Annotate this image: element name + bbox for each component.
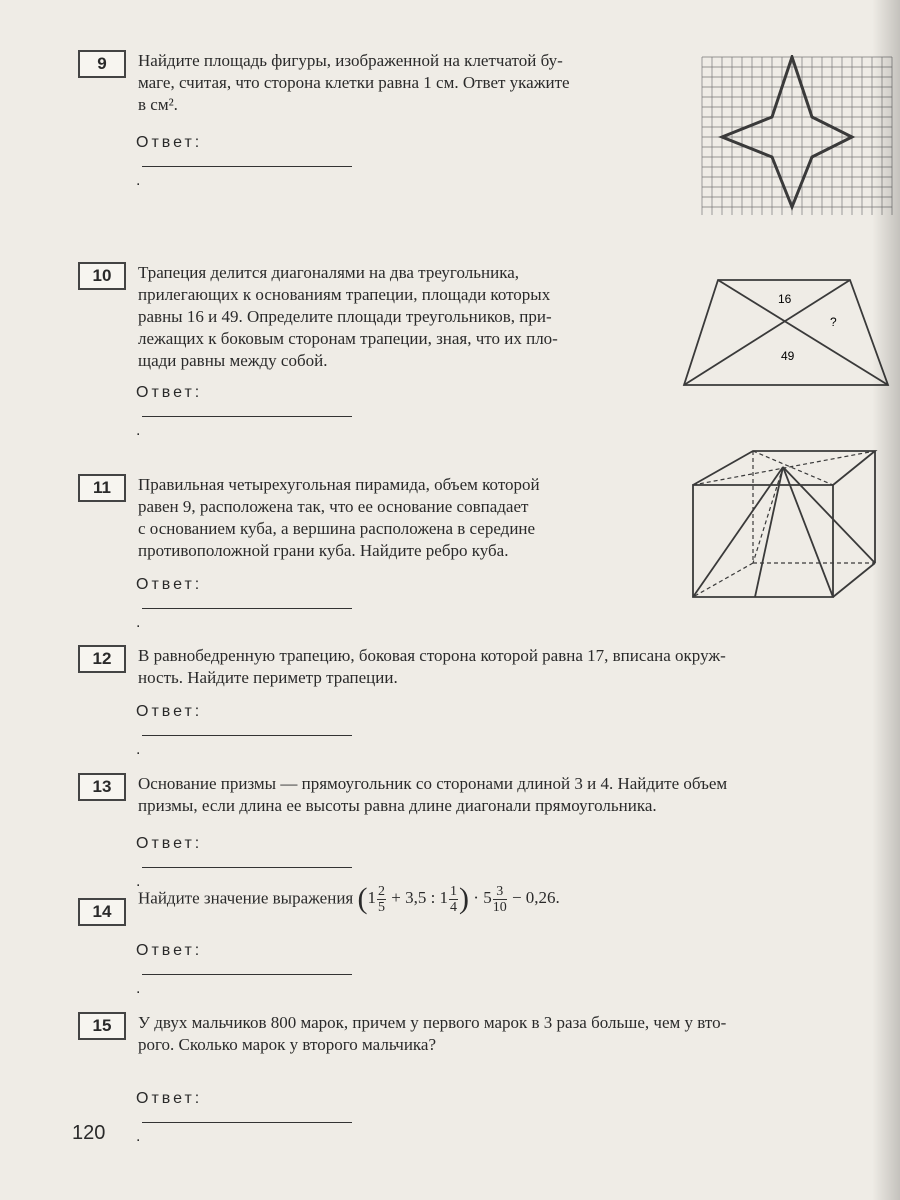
fraction: $\frac{3}{10}$ xyxy=(492,884,507,915)
cube-edge xyxy=(833,563,875,597)
text-line: равен 9, расположена так, что ее основание совпадает xyxy=(138,497,529,516)
text-line: в см². xyxy=(138,95,178,114)
text-line: щади равны между собой. xyxy=(138,351,328,370)
answer-label: Ответ: xyxy=(136,384,203,401)
text-line: Трапеция делится диагоналями на два треугольника, xyxy=(138,263,519,282)
answer-field[interactable] xyxy=(142,1108,352,1123)
diagonal xyxy=(718,280,888,385)
star-shape xyxy=(722,57,852,207)
answer-row xyxy=(136,384,358,440)
answer-period: . xyxy=(136,614,144,631)
text-line: В равнобедренную трапецию, боковая сторона которой равна 17, вписана окруж- xyxy=(138,646,726,665)
area-label-bottom: 49 xyxy=(781,349,795,363)
text-line: противоположной грани куба. Найдите ребро куба. xyxy=(138,541,509,560)
paren: ( xyxy=(357,882,368,916)
whole-part: 1 xyxy=(439,888,449,908)
answer-row xyxy=(136,576,358,632)
expr-tail: − 0,26. xyxy=(511,888,560,908)
fraction: $\frac{1}{4}$ xyxy=(450,884,458,915)
page-number: 120 xyxy=(72,1122,106,1144)
answer-field[interactable] xyxy=(142,402,352,417)
text-line: Правильная четырехугольная пирамида, объем которой xyxy=(138,475,540,494)
whole-part: 5 xyxy=(483,888,492,908)
task-number: 11 xyxy=(78,474,126,502)
answer-row xyxy=(136,1090,358,1146)
answer-label: Ответ: xyxy=(136,703,203,720)
cube-pyramid-figure xyxy=(685,445,885,605)
text-line: У двух мальчиков 800 марок, причем у первого марок в 3 раза больше, чем у вто- xyxy=(138,1013,727,1032)
answer-label: Ответ: xyxy=(136,1090,203,1107)
text-line: призмы, если длина ее высоты равна длине диагонали прямоугольника. xyxy=(138,796,657,815)
task-text xyxy=(138,474,650,562)
task-number: 15 xyxy=(78,1012,126,1040)
answer-field[interactable] xyxy=(142,960,352,975)
task-number: 9 xyxy=(78,50,126,78)
multiply-dot: · xyxy=(473,888,479,908)
pyramid-edge xyxy=(783,467,833,597)
task-text xyxy=(138,1012,890,1056)
answer-period: . xyxy=(136,422,144,439)
expr-middle: + 3,5 : xyxy=(391,888,440,908)
answer-period: . xyxy=(136,741,144,758)
task-text xyxy=(138,645,890,689)
task-number: 12 xyxy=(78,645,126,673)
text-line: рого. Сколько марок у второго мальчика? xyxy=(138,1035,437,1054)
answer-period: . xyxy=(136,980,144,997)
answer-field[interactable] xyxy=(142,853,352,868)
answer-field[interactable] xyxy=(142,721,352,736)
pyramid-edge xyxy=(783,467,875,563)
fraction: $\frac{2}{5}$ xyxy=(377,884,385,915)
task-number: 14 xyxy=(78,898,126,926)
text-line: маге, считая, что сторона клетки равна 1 см. Ответ укажите xyxy=(138,73,570,92)
diagonal xyxy=(684,280,850,385)
text-line: Основание призмы — прямоугольник со сторонами длиной 3 и 4. Найдите объем xyxy=(138,774,728,793)
text-line: прилегающих к основаниям трапеции, площади которых xyxy=(138,285,551,304)
star-grid-figure xyxy=(700,55,894,217)
task-text xyxy=(138,773,894,817)
text-line: ность. Найдите периметр трапеции. xyxy=(138,668,398,687)
text-line: лежащих к боковым сторонам трапеции, зная, что их пло- xyxy=(138,329,558,348)
answer-label: Ответ: xyxy=(136,942,203,959)
text-line: Найдите значение выражения xyxy=(138,888,354,908)
text-line: Найдите площадь фигуры, изображенной на клетчатой бу- xyxy=(138,51,563,70)
answer-row xyxy=(136,835,358,891)
task-number: 13 xyxy=(78,773,126,801)
paren: ) xyxy=(459,882,470,916)
area-label-unknown: ? xyxy=(830,315,837,329)
answer-label: Ответ: xyxy=(136,576,203,593)
answer-period: . xyxy=(136,873,144,890)
answer-field[interactable] xyxy=(142,152,352,167)
answer-row xyxy=(136,134,358,190)
answer-row xyxy=(136,942,358,998)
answer-label: Ответ: xyxy=(136,134,203,151)
trapezoid-figure xyxy=(680,275,894,390)
answer-field[interactable] xyxy=(142,594,352,609)
answer-period: . xyxy=(136,1128,144,1145)
whole-part: 1 xyxy=(367,888,376,908)
task-number: 10 xyxy=(78,262,126,290)
text-line: с основанием куба, а вершина расположена в середине xyxy=(138,519,536,538)
page-edge-shadow xyxy=(872,0,900,1200)
answer-label: Ответ: xyxy=(136,835,203,852)
math-expression xyxy=(357,882,560,916)
task-text xyxy=(138,262,658,372)
area-label-top: 16 xyxy=(778,292,792,306)
answer-period: . xyxy=(136,172,144,189)
task-text xyxy=(138,884,698,915)
answer-row xyxy=(136,703,358,759)
task-text xyxy=(138,50,678,116)
text-line: равны 16 и 49. Определите площади треугольников, при- xyxy=(138,307,552,326)
